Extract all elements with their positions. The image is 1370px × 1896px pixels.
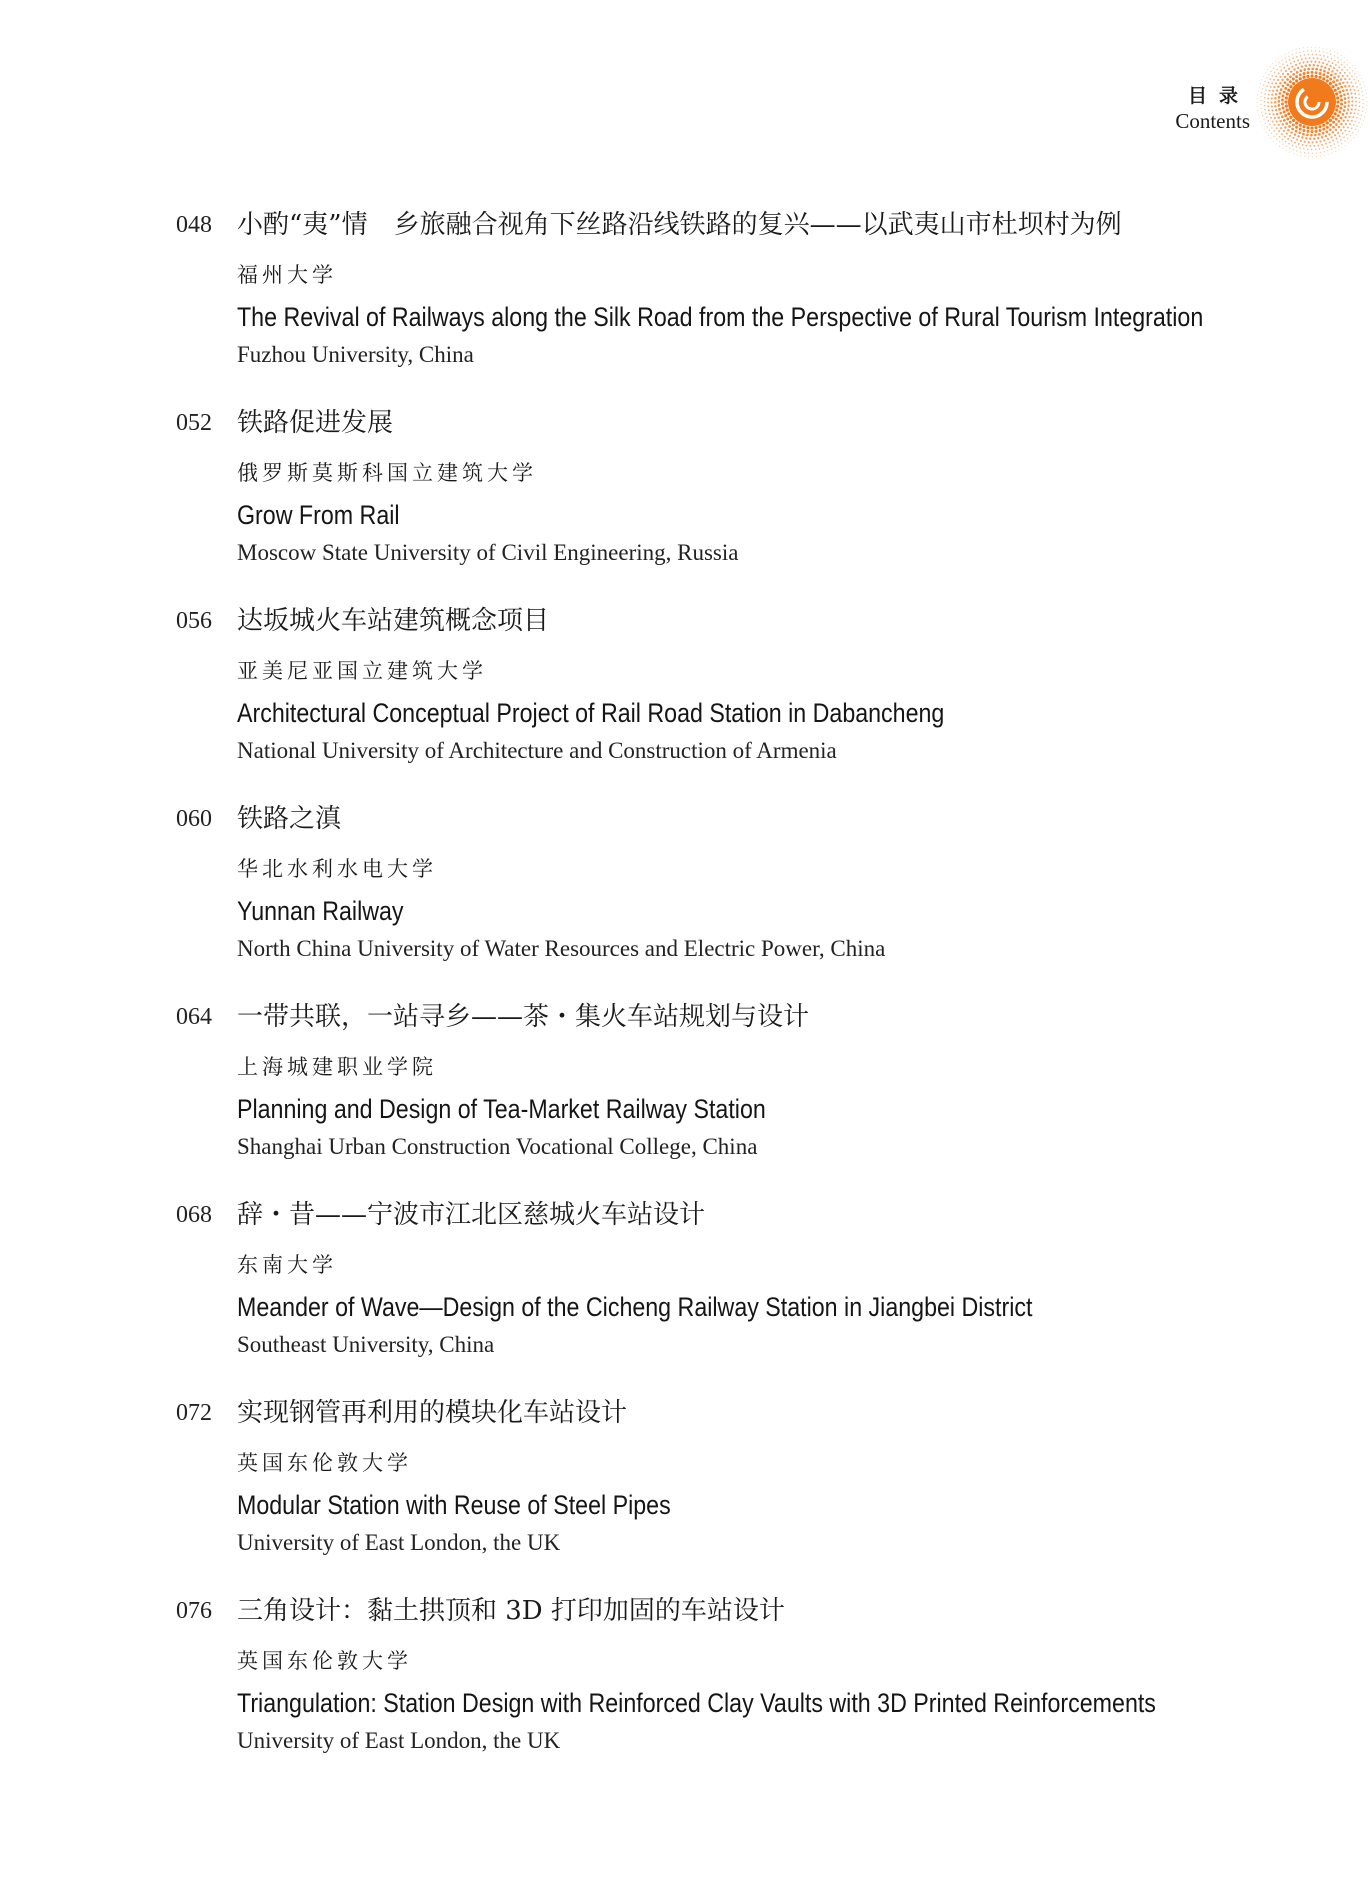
- entry-title-cn: 辞・昔——宁波市江北区慈城火车站设计: [237, 1200, 706, 1230]
- entry-school-cn: 英国东伦敦大学: [237, 1649, 412, 1673]
- entry-title-en: Triangulation: Station Design with Reinforced Clay Vaults with 3D Printed Reinforcements: [237, 1688, 1156, 1718]
- entry-title-cn: 一带共联，一站寻乡——茶・集火车站规划与设计: [237, 1002, 810, 1032]
- entry-page-number: 076: [176, 1598, 212, 1624]
- entry-school-en: North China University of Water Resources and Electric Power, China: [237, 936, 886, 961]
- entry-school-en: Southeast University, China: [237, 1332, 495, 1357]
- entry-school-cn: 华北水利水电大学: [237, 857, 437, 881]
- entry-page-number: 060: [176, 806, 212, 832]
- toc-entry[interactable]: [176, 1192, 1256, 1390]
- entry-school-cn: 亚美尼亚国立建筑大学: [237, 659, 487, 683]
- table-of-contents: [176, 202, 1256, 1786]
- entry-title-en: Architectural Conceptual Project of Rail Road Station in Dabancheng: [237, 698, 945, 728]
- entry-title-cn: 小酌“夷”情 乡旅融合视角下丝路沿线铁路的复兴——以武夷山市杜坝村为例: [237, 210, 1122, 240]
- toc-entry[interactable]: [176, 796, 1256, 994]
- toc-entry[interactable]: [176, 1390, 1256, 1588]
- entry-school-en: Shanghai Urban Construction Vocational College, China: [237, 1134, 758, 1159]
- entry-school-cn: 东南大学: [237, 1253, 337, 1277]
- entry-title-cn: 三角设计：黏土拱顶和 3D 打印加固的车站设计: [237, 1596, 785, 1626]
- entry-title-en: Planning and Design of Tea-Market Railway Station: [237, 1094, 766, 1124]
- header-title-en: Contents: [1175, 109, 1250, 133]
- header-title-cn: 目录: [1187, 85, 1250, 107]
- entry-title-en: The Revival of Railways along the Silk Road from the Perspective of Rural Tourism Integration: [237, 302, 1204, 332]
- toc-entry[interactable]: [176, 994, 1256, 1192]
- entry-title-en: Meander of Wave—Design of the Cicheng Railway Station in Jiangbei District: [237, 1292, 1033, 1322]
- entry-page-number: 052: [176, 410, 212, 436]
- entry-page-number: 056: [176, 608, 212, 634]
- toc-entry[interactable]: [176, 1588, 1256, 1786]
- entry-school-en: National University of Architecture and Construction of Armenia: [237, 738, 837, 763]
- page-header: [1175, 84, 1250, 134]
- entry-school-en: University of East London, the UK: [237, 1728, 561, 1753]
- entry-page-number: 064: [176, 1004, 212, 1030]
- entry-title-en: Modular Station with Reuse of Steel Pipes: [237, 1490, 671, 1520]
- sun-logo-icon: [1254, 44, 1370, 160]
- entry-title-en: Yunnan Railway: [237, 896, 404, 926]
- entry-page-number: 048: [176, 212, 212, 238]
- toc-entry[interactable]: [176, 202, 1256, 400]
- entry-school-cn: 俄罗斯莫斯科国立建筑大学: [237, 461, 537, 485]
- entry-school-cn: 上海城建职业学院: [237, 1055, 437, 1079]
- entry-title-cn: 达坂城火车站建筑概念项目: [237, 606, 550, 636]
- entry-title-cn: 铁路之滇: [237, 804, 342, 834]
- entry-title-en: Grow From Rail: [237, 500, 400, 530]
- toc-entry[interactable]: [176, 598, 1256, 796]
- entry-school-en: Moscow State University of Civil Engineering, Russia: [237, 540, 739, 565]
- entry-school-en: Fuzhou University, China: [237, 342, 474, 367]
- entry-page-number: 072: [176, 1400, 212, 1426]
- entry-page-number: 068: [176, 1202, 212, 1228]
- entry-title-cn: 铁路促进发展: [237, 408, 394, 438]
- entry-school-en: University of East London, the UK: [237, 1530, 561, 1555]
- entry-title-cn: 实现钢管再利用的模块化车站设计: [237, 1398, 628, 1428]
- toc-entry[interactable]: [176, 400, 1256, 598]
- entry-school-cn: 英国东伦敦大学: [237, 1451, 412, 1475]
- entry-school-cn: 福州大学: [237, 263, 337, 287]
